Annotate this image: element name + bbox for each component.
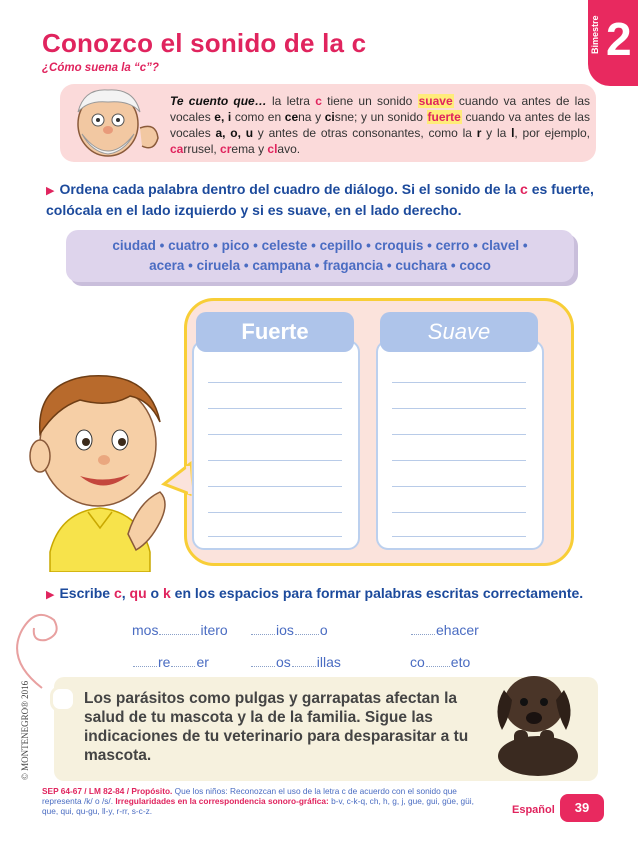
blank-input[interactable] [295,622,319,635]
footer-ref: SEP 64-67 / LM 82-84 / Propósito. [42,786,173,796]
answer-line[interactable] [208,512,342,513]
story-fragment: na y [298,110,325,124]
arrow-icon: ▶ [46,589,55,601]
word-part: os [276,654,291,670]
word-part: o [319,622,328,638]
page-number: 39 [560,794,604,822]
instruction-2 [46,584,606,605]
instruction-text: Ordena cada palabra dentro del cuadro de diálogo. Si el sonido de la [59,181,521,197]
story-fragment: tiene un sonido [321,94,418,108]
subject-label: Español [512,804,555,816]
story-fragment: como en [231,110,285,124]
story-fragment: la letra [266,94,316,108]
word-part: co [410,654,425,670]
story-fragment: y antes de otras consonantes, como la [253,126,477,140]
blank-input[interactable] [171,654,195,667]
page-subtitle: ¿Cómo suena la “c”? [42,62,159,74]
instruction-text: es fuerte, colócala en el lado izquierdo y si es suave, en el lado derecho. [46,181,594,218]
column-header-fuerte: Fuerte [196,312,354,352]
instruction-text: o [146,585,163,601]
suave-answer-box[interactable] [376,340,544,550]
instruction-text: en los espacios para formar palabras escritas correctamente. [170,585,584,601]
blank-input[interactable] [411,622,435,635]
answer-line[interactable] [208,486,342,487]
answer-line[interactable] [208,536,342,537]
story-fragment: rrusel, [183,142,221,156]
fill-word [132,654,209,670]
blank-input[interactable] [251,622,275,635]
syllable-ca: ca [170,142,184,156]
fuerte-answer-box[interactable] [192,340,360,550]
instruction-1 [46,180,606,220]
letter-c: c [113,585,122,601]
letters-qu: qu [129,585,147,601]
arrow-icon: ▶ [46,185,55,197]
syllable-ci: ci [324,110,335,124]
word-part: eto [450,654,471,670]
blank-input[interactable] [159,622,199,635]
instruction-text: Escribe [59,585,114,601]
word-bank [66,230,574,282]
word-bank-text [66,236,574,276]
word-part: er [196,654,209,670]
bimestre-tab [588,0,638,86]
grandpa-illustration [64,82,164,164]
bimestre-number: 2 [606,13,632,65]
answer-line[interactable] [208,434,342,435]
blank-input[interactable] [426,654,450,667]
footer-note [42,786,482,816]
answer-line[interactable] [392,434,526,435]
word-bank-line: ciudad • cuatro • pico • celeste • cepillo • croquis • cerro • clavel • [112,238,528,253]
soft-vowels: e, i [214,110,232,124]
story-fragment: sne; y un sonido [334,110,427,124]
syllable-ce: ce [284,110,299,124]
word-suave: suave [418,94,453,108]
puppy-photo [474,660,594,778]
answer-line[interactable] [392,382,526,383]
answer-line[interactable] [392,512,526,513]
letter-l: l [511,126,515,140]
word-part: ios [276,622,294,638]
answer-line[interactable] [392,408,526,409]
fill-word [410,622,479,638]
story-fragment: ema y [231,142,268,156]
fill-word [250,654,341,670]
instruction-text: , [121,585,130,601]
word-part: illas [316,654,341,670]
answer-line[interactable] [392,460,526,461]
blank-input[interactable] [251,654,275,667]
story-fragment: y la [481,126,512,140]
bimestre-label: Bimestre [590,15,600,54]
story-text [170,93,590,157]
blank-input[interactable] [292,654,316,667]
answer-line[interactable] [208,408,342,409]
letter-c: c [315,94,322,108]
letter-k: k [162,585,171,601]
story-fragment: avo. [277,142,301,156]
word-part: ehacer [436,622,479,638]
answer-line[interactable] [208,460,342,461]
blank-input[interactable] [133,654,157,667]
footer-irregularities: Irregularidades en la correspondencia sonoro-gráfica: [115,796,329,806]
story-fragment: , por ejemplo, [514,126,591,140]
word-bank-line: acera • ciruela • campana • fragancia • cuchara • coco [149,258,491,273]
tip-text: Los parásitos como pulgas y garrapatas afectan la salud de tu mascota y la de la familia. Sigue las indicaciones de tu veterinario para desparasitar a tu mascota. [84,690,469,764]
fill-word [132,622,228,638]
letter-c: c [520,181,528,197]
footer-list: b-v, c-k-q, ch, h, g, j, gue, gui, güe, güi, que, qui, qu-gu, ll-y, r-rr, s-c-z. [42,796,474,816]
syllable-cr: cr [220,142,232,156]
word-part: re [158,654,171,670]
decorative-swirl [2,600,62,690]
answer-line[interactable] [392,536,526,537]
page-title: Conozco el sonido de la c [42,28,367,58]
copyright: © MONTENEGRO® 2016 [20,680,30,780]
fill-word [250,622,328,638]
fill-word [410,654,470,670]
bullet-icon [50,686,76,712]
column-header-suave: Suave [380,312,538,352]
syllable-cl: cl [267,142,278,156]
letter-r: r [476,126,482,140]
story-fragment: cuando va antes de las vocales [170,110,590,140]
word-fuerte: fuerte [427,110,461,124]
footer-purpose: Que los niños: Reconozcan el uso de la letra c de acuerdo con el sonido que representa /k/ o /s/. [42,786,457,806]
story-lead: Te cuento que… [170,94,267,108]
word-part: itero [200,622,228,638]
answer-line[interactable] [392,486,526,487]
story-fragment: cuando va antes de las vocales [170,94,590,124]
boy-illustration [10,352,190,572]
hard-vowels: a, o, u [215,126,254,140]
word-part: mos [132,622,159,638]
answer-line[interactable] [208,382,342,383]
